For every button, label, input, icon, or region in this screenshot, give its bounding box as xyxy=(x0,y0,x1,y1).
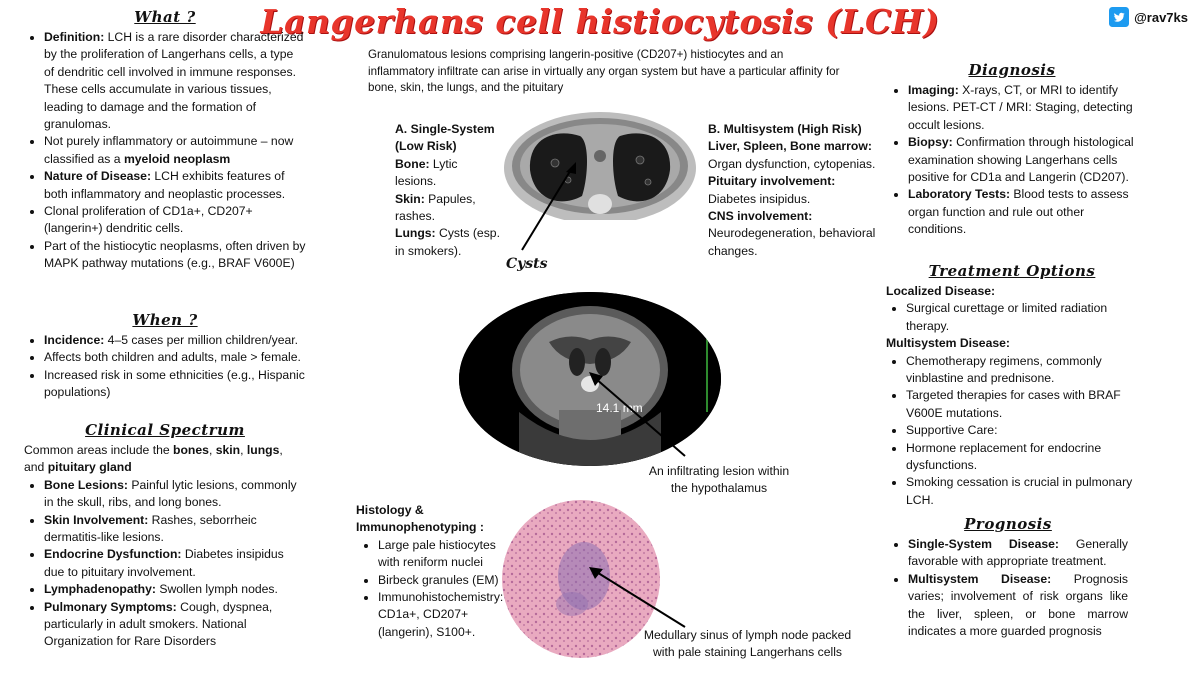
list-item: • Surgical curettage or limited radiation therapy. xyxy=(906,300,1138,335)
intro-paragraph: Granulomatous lesions comprising langerin-positive (CD207+) histiocytes and an inflammatory infiltrate can arise in virtually any organ system but have a particular affinity for bone, skin, the lungs, and the pituitary xyxy=(368,48,840,95)
localized-label: Localized Disease: xyxy=(886,284,996,298)
mri-measurement: 14.1 mm xyxy=(596,401,643,415)
list-item: • Incidence: 4–5 cases per million children/year. xyxy=(44,332,306,349)
prognosis-list xyxy=(888,536,1128,640)
list-item: • Not purely inflammatory or autoimmune – now classified as a myeloid neoplasm xyxy=(44,133,306,168)
single-system-block: A. Single-System (Low Risk) Bone: Lytic lesions. Skin: Papules, rashes. Lungs: Cysts (esp. in smokers). xyxy=(395,122,500,258)
twitter-bird-icon xyxy=(1109,7,1129,27)
histology-caption: Medullary sinus of lymph node packed with pale staining Langerhans cells xyxy=(643,628,852,659)
handle-text: @rav7ks xyxy=(1134,9,1188,25)
prognosis-section xyxy=(888,515,1128,640)
list-item: • Pulmonary Symptoms: Cough, dyspnea, particularly in adult smokers. National Organization for Rare Disorders xyxy=(44,599,306,651)
clinical-heading: Clinical Spectrum xyxy=(85,421,245,439)
list-item: • Nature of Disease: LCH exhibits features of both inflammatory and neoplastic processes. xyxy=(44,168,306,203)
list-item: • Multisystem Disease: Prognosis varies; involvement of risk organs like the liver, spleen, or bone marrow indicates a more guarded prognosis xyxy=(908,571,1128,641)
mri-caption: An infiltrating lesion within the hypothalamus xyxy=(648,464,790,495)
list-item: • Laboratory Tests: Blood tests to assess organ function and rule out other conditions. xyxy=(908,186,1136,238)
what-heading: What ? xyxy=(134,8,196,26)
histology-list xyxy=(356,537,506,641)
list-item: • Immunohistochemistry: CD1a+, CD207+ (langerin), S100+. xyxy=(378,589,506,641)
list-item: • Increased risk in some ethnicities (e.g., Hispanic populations) xyxy=(44,367,306,402)
diagnosis-section xyxy=(888,61,1136,239)
histology-arrow xyxy=(585,565,695,635)
diagnosis-list xyxy=(888,82,1136,239)
mri-arrow xyxy=(585,372,695,462)
what-section xyxy=(24,8,306,273)
diagnosis-heading: Diagnosis xyxy=(968,61,1056,79)
when-heading: When ? xyxy=(132,311,198,329)
list-item: • Lymphadenopathy: Swollen lymph nodes. xyxy=(44,581,306,598)
list-item: • Birbeck granules (EM) xyxy=(378,572,506,589)
list-item: • Biopsy: Confirmation through histological examination showing Langerhans cells positive for CD1a and Langerin (CD207). xyxy=(908,134,1136,186)
histology-heading: Histology & Immunophenotyping : xyxy=(356,503,484,535)
list-item: • Definition: LCH is a rare disorder characterized by the proliferation of Langerhans cells, a type of dendritic cell involved in immune responses. These cells accumulate in various tissues, leading to damage and the formation of granulomas. xyxy=(44,29,306,133)
page-title: Langerhans cell histiocytosis (LCH) xyxy=(260,2,940,41)
multisystem-block: B. Multisystem (High Risk) Liver, Spleen, Bone marrow: Organ dysfunction, cytopenias. Pituitary involvement: Diabetes insipidus. CNS involvement: Neurodegeneration, behavioral changes. xyxy=(708,122,876,258)
list-item: • Skin Involvement: Rashes, seborrheic dermatitis-like lesions. xyxy=(44,512,306,547)
list-item: • Chemotherapy regimens, commonly vinblastine and prednisone. xyxy=(906,353,1138,388)
multisystem-heading: B. Multisystem (High Risk) xyxy=(708,122,862,136)
list-item: • Hormone replacement for endocrine dysfunctions. xyxy=(906,440,1138,475)
clinical-intro: Common areas include the bones, skin, lungs, and pituitary gland xyxy=(24,443,283,475)
list-item: • Supportive Care: xyxy=(906,422,1138,439)
list-item: • Imaging: X-rays, CT, or MRI to identify lesions. PET-CT / MRI: Staging, detecting occult lesions. xyxy=(908,82,1136,134)
cysts-label: Cysts xyxy=(506,256,548,272)
twitter-handle[interactable] xyxy=(1109,7,1188,27)
clinical-list xyxy=(24,477,306,651)
clinical-section xyxy=(24,421,306,651)
when-list xyxy=(24,332,306,402)
treatment-heading: Treatment Options xyxy=(928,262,1096,280)
list-item: • Bone Lesions: Painful lytic lesions, commonly in the skull, ribs, and long bones. xyxy=(44,477,306,512)
list-item: • Smoking cessation is crucial in pulmonary LCH. xyxy=(906,474,1138,509)
list-item: • Affects both children and adults, male > female. xyxy=(44,349,306,366)
what-list xyxy=(24,29,306,273)
list-item: • Large pale histiocytes with reniform nuclei xyxy=(378,537,506,572)
list-item: • Clonal proliferation of CD1a+, CD207+ (langerin+) dendritic cells. xyxy=(44,203,306,238)
multisystem-treatment-list xyxy=(886,353,1138,510)
localized-list xyxy=(886,300,1138,335)
single-system-heading: A. Single-System (Low Risk) xyxy=(395,122,495,154)
cysts-arrow xyxy=(510,160,580,260)
list-item: • Targeted therapies for cases with BRAF V600E mutations. xyxy=(906,387,1138,422)
when-section xyxy=(24,311,306,402)
prognosis-heading: Prognosis xyxy=(964,515,1052,533)
histology-block xyxy=(356,502,506,641)
list-item: • Part of the histiocytic neoplasms, often driven by MAPK pathway mutations (e.g., BRAF V600E) xyxy=(44,238,306,273)
multisystem-disease-label: Multisystem Disease: xyxy=(886,336,1010,351)
list-item: • Single-System Disease: Generally favorable with appropriate treatment. xyxy=(908,536,1128,571)
treatment-section xyxy=(886,262,1138,509)
list-item: • Endocrine Dysfunction: Diabetes insipidus due to pituitary involvement. xyxy=(44,546,306,581)
